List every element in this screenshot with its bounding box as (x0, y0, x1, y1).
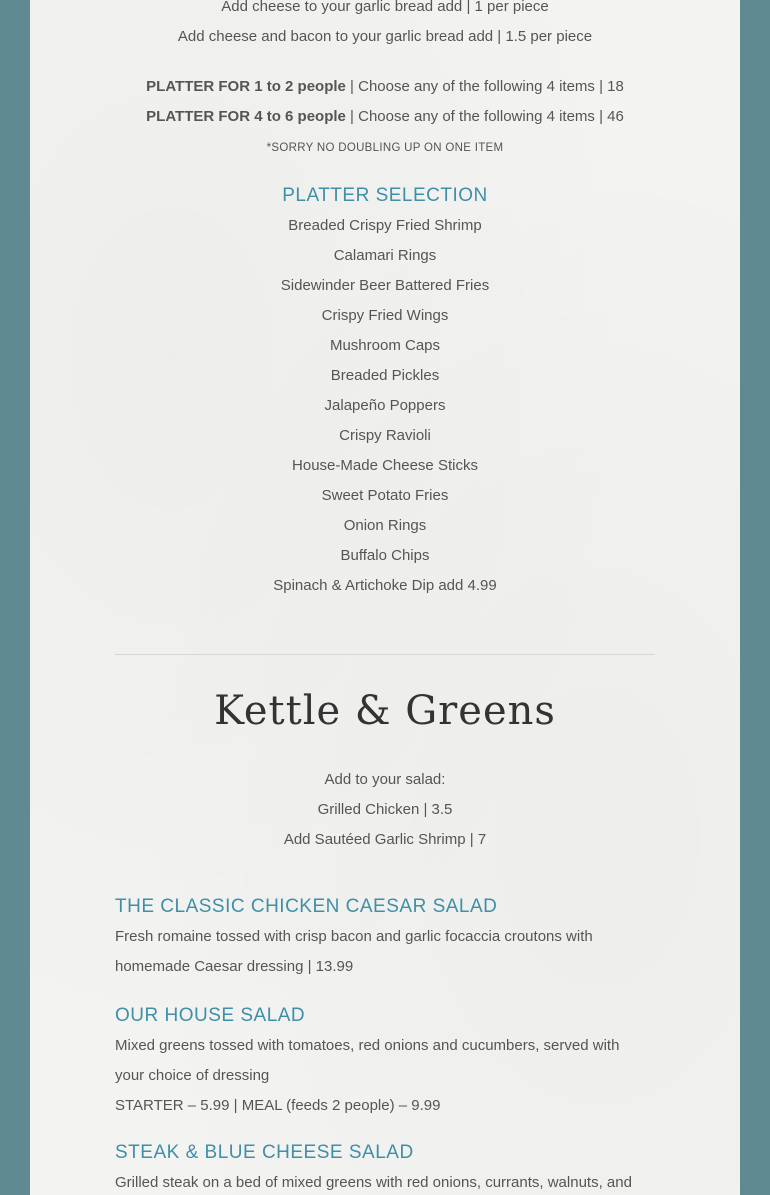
platter-selection-heading: PLATTER SELECTION (282, 185, 488, 206)
kettle-greens-title: Kettle & Greens (214, 688, 556, 734)
no-doubling-note: *SORRY NO DOUBLING UP ON ONE ITEM (266, 142, 504, 154)
platter-option-label: PLATTER FOR 1 to 2 people (146, 78, 346, 95)
salad-addon-chicken: Grilled Chicken | 3.5 (317, 801, 453, 818)
platter-option-detail: | Choose any of the following 4 items | 18 (345, 78, 624, 95)
addon-cheese-garlic-bread: Add cheese to your garlic bread add | 1 per piece (221, 0, 549, 15)
platter-item: Calamari Rings (333, 247, 437, 264)
addon-cheese-bacon-garlic-bread: Add cheese and bacon to your garlic bread add | 1.5 per piece (177, 28, 593, 45)
platter-option-label: PLATTER FOR 4 to 6 people (146, 108, 346, 125)
salad-desc-line: Fresh romaine tossed with crisp bacon and garlic focaccia croutons with (115, 928, 593, 945)
platter-option-small (30, 77, 740, 97)
section-divider (115, 654, 655, 655)
platter-item: Mushroom Caps (329, 337, 441, 354)
salad-desc-line: your choice of dressing (115, 1067, 270, 1084)
platter-item: Breaded Crispy Fried Shrimp (288, 217, 482, 234)
salad-price-line: STARTER – 5.99 | MEAL (feeds 2 people) – 9.99 (115, 1097, 441, 1114)
platter-option-large (30, 107, 740, 127)
platter-item: Crispy Fried Wings (321, 307, 449, 324)
salad-addon-shrimp: Add Sautéed Garlic Shrimp | 7 (283, 831, 487, 848)
salad-desc-line: Grilled steak on a bed of mixed greens with red onions, currants, walnuts, and (115, 1174, 632, 1191)
platter-item: Breaded Pickles (330, 367, 440, 384)
platter-item: Sidewinder Beer Battered Fries (280, 277, 490, 294)
salad-desc-steak (115, 1168, 675, 1195)
platter-item: Spinach & Artichoke Dip add 4.99 (273, 577, 497, 594)
platter-item: Jalapeño Poppers (324, 397, 446, 414)
platter-item: Buffalo Chips (340, 547, 430, 564)
salad-desc-caesar (115, 922, 655, 982)
salad-desc-line: homemade Caesar dressing | 13.99 (115, 958, 354, 975)
salad-name-caesar: THE CLASSIC CHICKEN CAESAR SALAD (115, 896, 498, 917)
salad-name-steak-blue-cheese: STEAK & BLUE CHEESE SALAD (115, 1142, 414, 1163)
salad-addon-intro: Add to your salad: (324, 771, 446, 788)
platter-item: Onion Rings (343, 517, 427, 534)
platter-item: Sweet Potato Fries (321, 487, 449, 504)
menu-page (30, 0, 740, 1195)
salad-desc-line: Mixed greens tossed with tomatoes, red onions and cucumbers, served with (115, 1037, 620, 1054)
platter-item: House-Made Cheese Sticks (292, 457, 478, 474)
salad-name-house: OUR HOUSE SALAD (115, 1005, 306, 1026)
salad-desc-house (115, 1031, 655, 1121)
platter-item: Crispy Ravioli (339, 427, 431, 444)
platter-option-detail: | Choose any of the following 4 items | 46 (345, 108, 624, 125)
